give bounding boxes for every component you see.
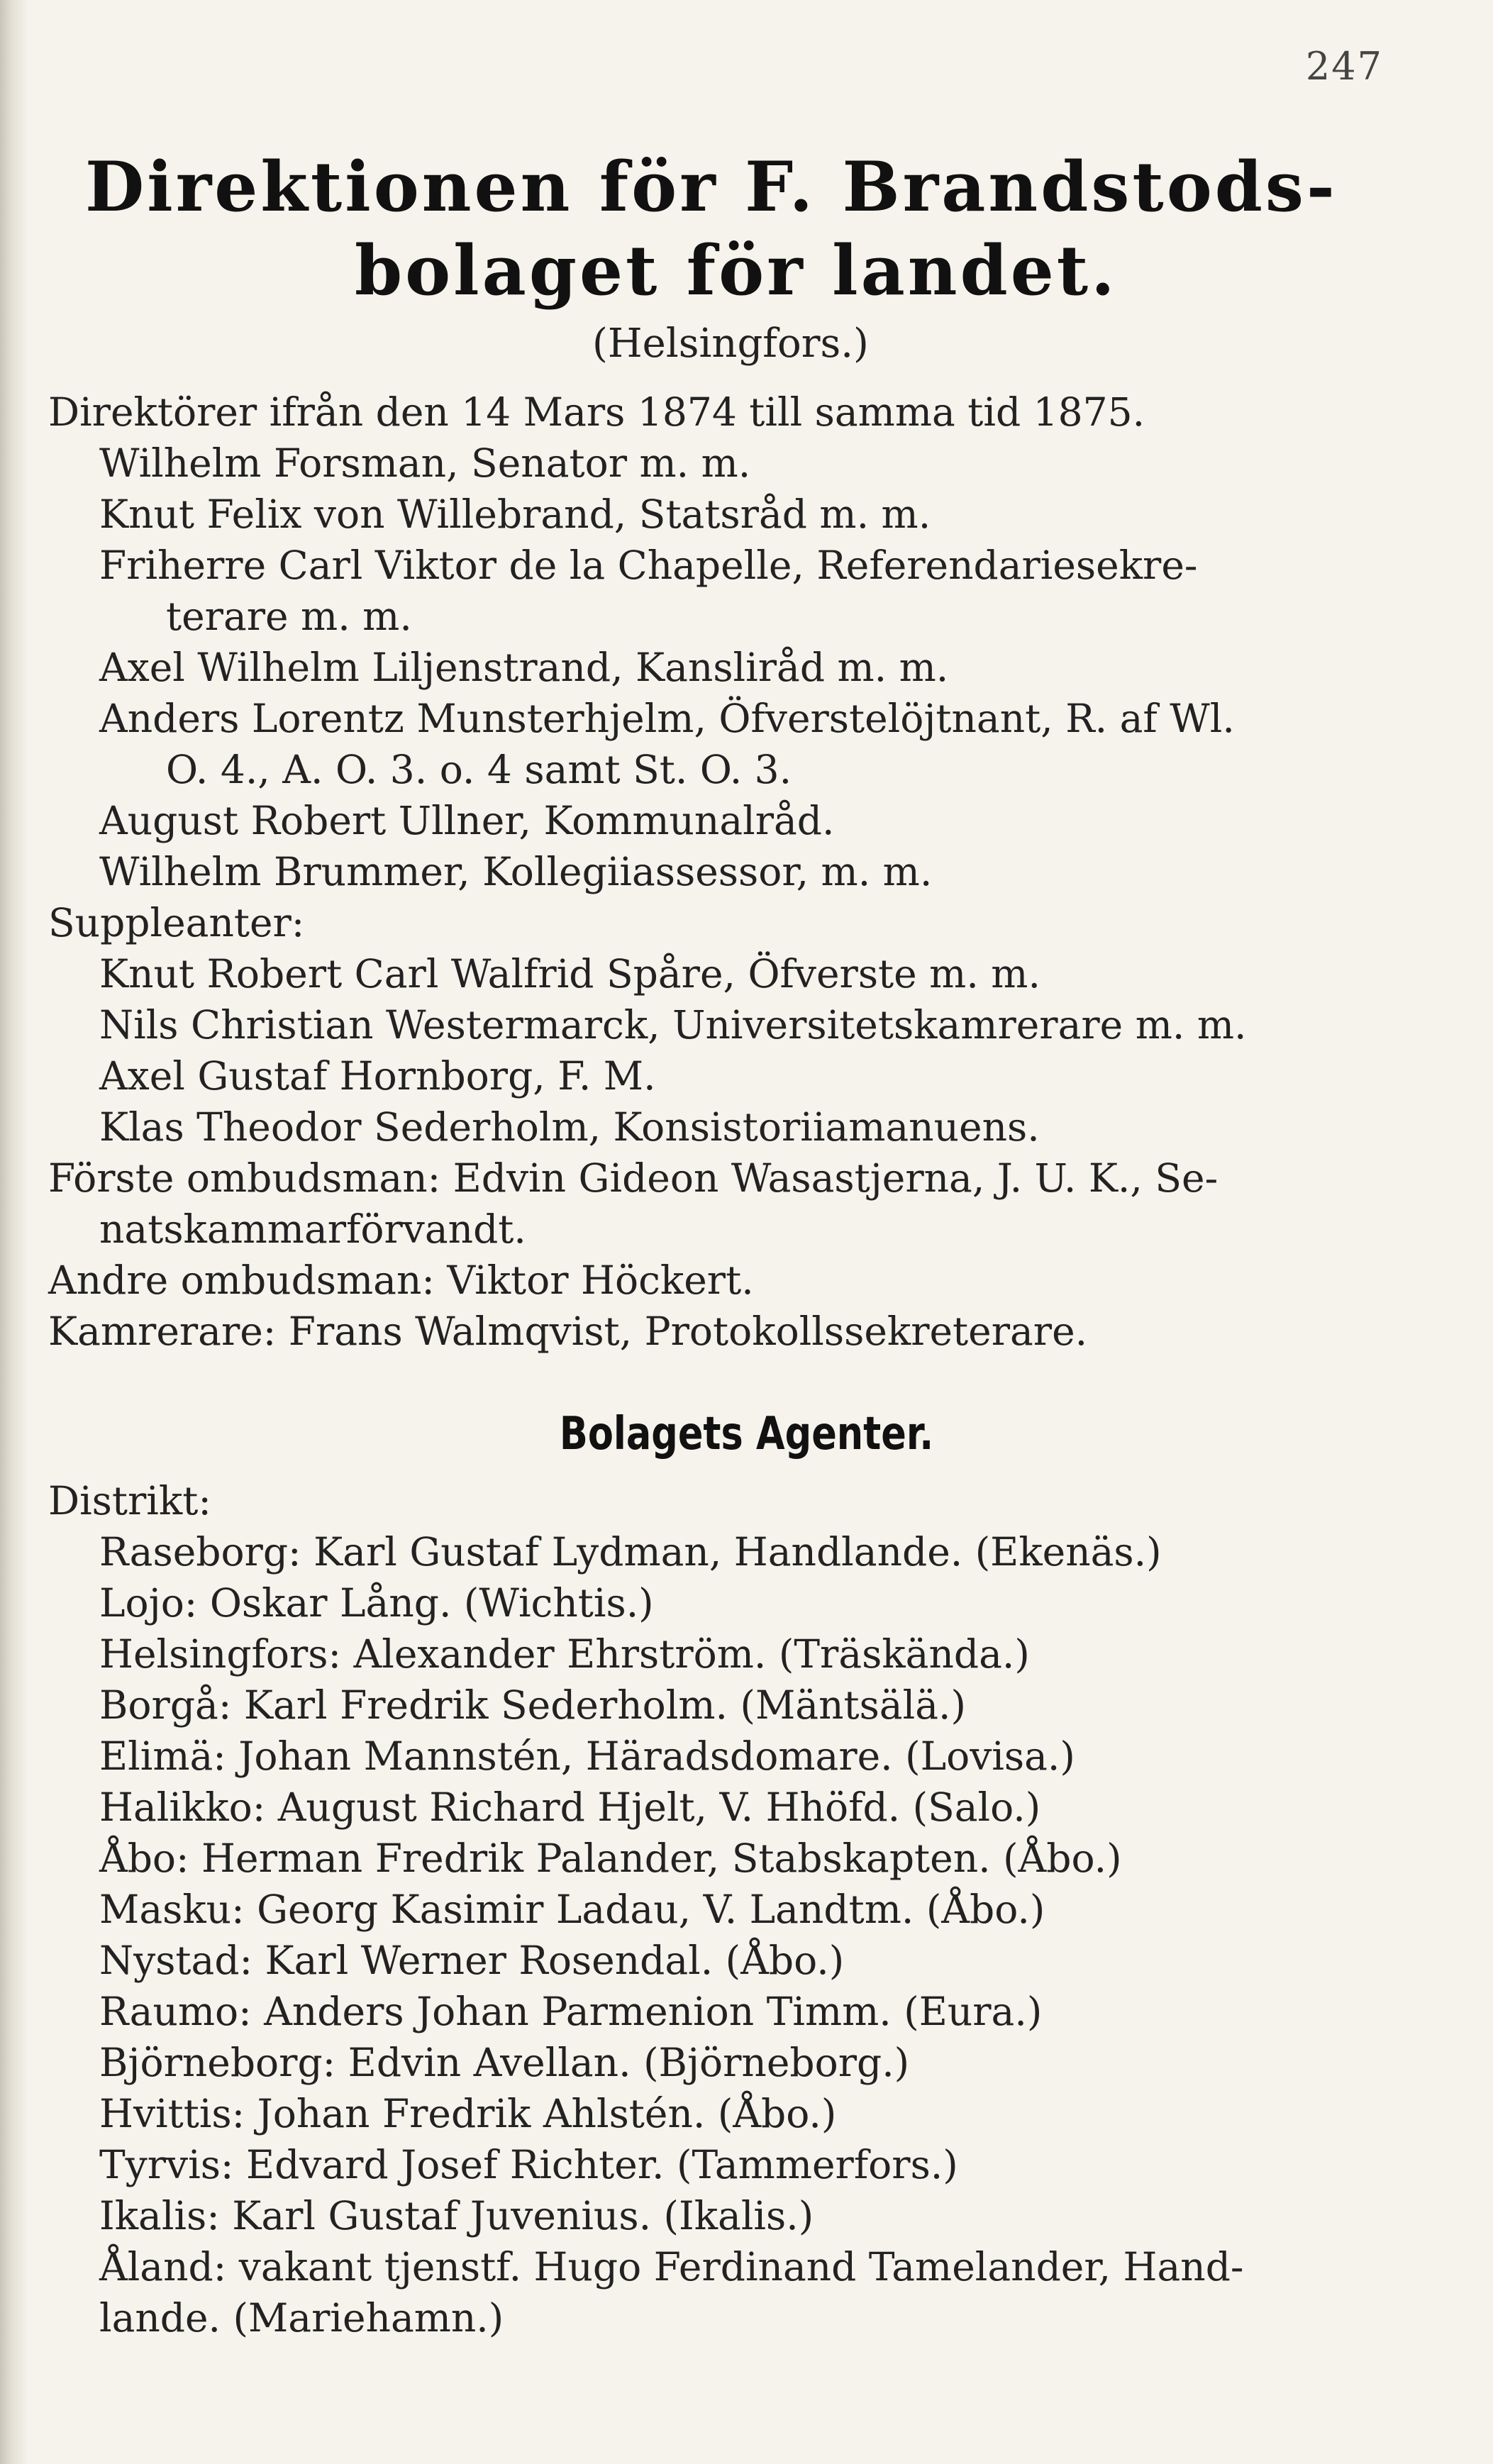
text-line: Knut Robert Carl Walfrid Spåre, Öfverste m. m. <box>99 951 1040 997</box>
agent-line: Hvittis: Johan Fredrik Ahlstén. (Åbo.) <box>99 2091 837 2136</box>
text-line: natskammarförvandt. <box>99 1206 526 1252</box>
text-line: Kamrerare: Frans Walmqvist, Protokollssekreterare. <box>48 1309 1088 1354</box>
text-line: Andre ombudsman: Viktor Höckert. <box>48 1258 754 1303</box>
location-subtitle: (Helsingfors.) <box>592 321 869 367</box>
agent-line: Halikko: August Richard Hjelt, V. Hhöfd. (Salo.) <box>99 1785 1041 1830</box>
agent-line: lande. (Mariehamn.) <box>99 2295 504 2341</box>
agent-line: Ikalis: Karl Gustaf Juvenius. (Ikalis.) <box>99 2193 814 2238</box>
agent-line: Distrikt: <box>48 1478 211 1524</box>
text-line: Wilhelm Brummer, Kollegiiassessor, m. m. <box>99 849 933 894</box>
agent-line: Tyrvis: Edvard Josef Richter. (Tammerfors.) <box>99 2142 958 2187</box>
text-line: Axel Gustaf Hornborg, F. M. <box>99 1053 656 1099</box>
text-line: Klas Theodor Sederholm, Konsistoriiamanuens. <box>99 1104 1040 1150</box>
book-spine-shadow <box>0 0 28 2464</box>
text-line: Knut Felix von Willebrand, Statsråd m. m. <box>99 492 931 537</box>
agent-line: Björneborg: Edvin Avellan. (Björneborg.) <box>99 2040 910 2085</box>
agent-line: Raseborg: Karl Gustaf Lydman, Handlande. (Ekenäs.) <box>99 1529 1162 1575</box>
text-line: Nils Christian Westermarck, Universitetskamrerare m. m. <box>99 1002 1247 1048</box>
text-line: Wilhelm Forsman, Senator m. m. <box>99 440 751 486</box>
text-line: Direktörer ifrån den 14 Mars 1874 till samma tid 1875. <box>48 389 1145 435</box>
agent-line: Masku: Georg Kasimir Ladau, V. Landtm. (Åbo.) <box>99 1887 1045 1932</box>
agent-line: Helsingfors: Alexander Ehrström. (Träskända.) <box>99 1631 1030 1677</box>
agents-section-title: Bolagets Agenter. <box>559 1408 934 1460</box>
direction-member-list <box>48 387 1438 1357</box>
agent-line: Lojo: Oskar Lång. (Wichtis.) <box>99 1580 654 1626</box>
text-line: Anders Lorentz Munsterhjelm, Öfverstelöjtnant, R. af Wl. <box>99 696 1235 741</box>
text-line: Axel Wilhelm Liljenstrand, Kansliråd m. m. <box>99 645 949 690</box>
agent-line: Borgå: Karl Fredrik Sederholm. (Mäntsälä.) <box>99 1682 966 1728</box>
title-line-1: Direktionen för F. Brandstods- <box>85 147 1338 227</box>
text-line: terare m. m. <box>166 594 412 639</box>
text-line: August Robert Ullner, Kommunalråd. <box>99 798 835 843</box>
page-number: 247 <box>1305 44 1383 89</box>
title-line-2: bolaget för landet. <box>355 231 1118 311</box>
agent-line: Åland: vakant tjenstf. Hugo Ferdinand Tamelander, Hand- <box>99 2244 1244 2290</box>
agent-line: Åbo: Herman Fredrik Palander, Stabskapten. (Åbo.) <box>99 1836 1122 1881</box>
agent-line: Nystad: Karl Werner Rosendal. (Åbo.) <box>99 1938 845 1983</box>
text-line: Suppleanter: <box>48 900 305 945</box>
text-line: Friherre Carl Viktor de la Chapelle, Referendariesekre- <box>99 543 1198 588</box>
page-title <box>85 145 1419 313</box>
agent-line: Raumo: Anders Johan Parmenion Timm. (Eura.) <box>99 1989 1043 2034</box>
text-line: Förste ombudsman: Edvin Gideon Wasastjerna, J. U. K., Se- <box>48 1155 1219 1201</box>
agent-line: Elimä: Johan Mannstén, Häradsdomare. (Lovisa.) <box>99 1733 1075 1779</box>
text-line: O. 4., A. O. 3. o. 4 samt St. O. 3. <box>166 747 792 792</box>
agents-list <box>48 1475 1438 2343</box>
